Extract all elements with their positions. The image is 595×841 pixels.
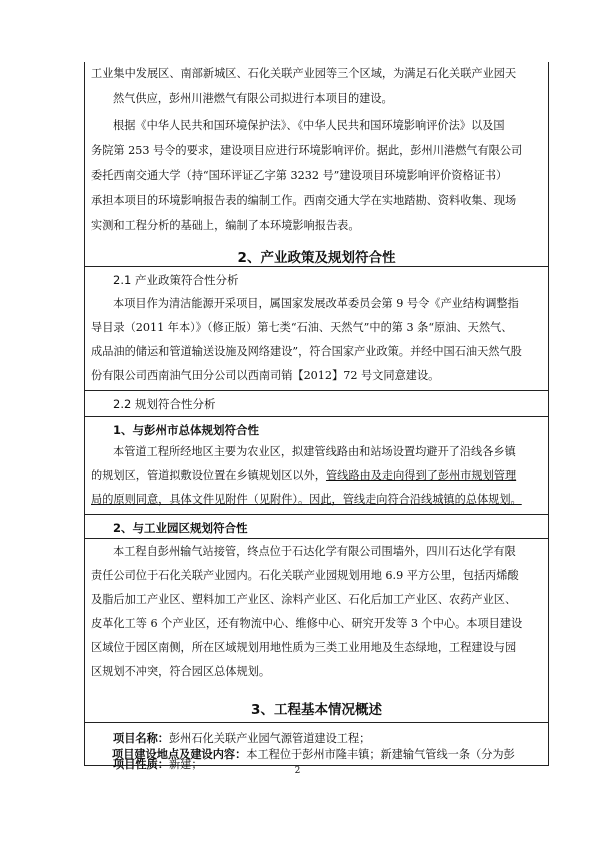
divider	[85, 538, 548, 539]
intro-line-2: 然气供应，彭州川港燃气有限公司拟进行本项目的建设。	[113, 92, 393, 105]
basis-line-1: 根据《中华人民共和国环境保护法》、《中华人民共和国环境影响评价法》以及国	[113, 119, 505, 132]
policy-line-3: 成品油的储运和管道输送设施及网络建设”，符合国家产业政策。并经中国石油天然气股	[91, 345, 522, 358]
intro-line-1: 工业集中发展区、南部新城区、石化关联产业园等三个区域，为满足石化关联产业园天	[91, 67, 517, 80]
project-location-label: 项目建设地点及建设内容：	[112, 747, 247, 761]
city-line-1: 本管道工程所经地区主要为农业区，拟建管线路由和站场设置均避开了沿线各乡镇	[113, 445, 516, 458]
project-nature-value: 新建；	[168, 758, 203, 771]
park-line-3: 及脂后加工产业区、塑料加工产业区、涂料产业区、石化后加工产业区、农药产业区、	[91, 593, 517, 606]
policy-line-1: 本项目作为清洁能源开采项目，属国家发展改革委员会第 9 号令《产业结构调整指	[113, 297, 519, 310]
project-nature-label: 项目性质：	[113, 757, 169, 771]
park-line-2: 责任公司位于石化关联产业园内。石化关联产业园规划用地 6.9 平方公里，包括丙烯酸	[91, 569, 519, 582]
basis-line-2: 务院第 253 号令的要求，建设项目应进行环境影响评价。据此，彭州川港燃气有限公司	[91, 144, 523, 157]
city-line-3-underlined-b: 因此，管线走向符合沿线城镇的总体规划。	[309, 493, 522, 506]
basis-line-4: 承担本项目的环境影响报告表的编制工作。西南交通大学在实地踏勘、资料收集、现场	[91, 194, 517, 207]
policy-line-2: 导目录（2011 年本）》（修正版）第七类“石油、天然气”中的第 3 条“原油、天然气、	[91, 321, 513, 334]
project-name-label: 项目名称：	[113, 731, 169, 745]
divider	[85, 722, 548, 723]
city-line-3	[91, 488, 542, 512]
divider	[85, 514, 548, 515]
section-3-heading: 3、工程基本情况概述	[251, 702, 382, 718]
city-line-2	[91, 464, 542, 488]
city-plan-heading: 1、与彭州市总体规划符合性	[113, 423, 260, 437]
subsection-2-2-heading: 2.2 规划符合性分析	[113, 397, 216, 411]
content-table-frame	[84, 62, 549, 771]
subsection-2-1-heading: 2.1 产业政策符合性分析	[113, 273, 239, 287]
park-line-1: 本工程自彭州输气站接管，终点位于石达化学有限公司围墙外，四川石达化学有限	[113, 545, 516, 558]
project-location-value: 本工程位于彭州市隆丰镇；新建输气管线一条（分为彭	[246, 748, 515, 761]
divider	[85, 416, 548, 417]
park-line-6: 区规划不冲突，符合园区总体规划。	[91, 665, 271, 678]
park-line-4: 皮革化工等 6 个产业区，还有物流中心、维修中心、研究开发等 3 个中心。本项目建设	[91, 617, 523, 630]
divider	[85, 390, 548, 391]
basis-line-5: 实测和工程分析的基础上，编制了本环境影响报告表。	[91, 219, 360, 232]
basis-line-3: 委托西南交通大学（持“国环评证乙字第 3232 号”建设项目环境影响评价资格证书）	[91, 169, 508, 182]
policy-line-4: 份有限公司西南油气田分公司以西南司销【2012】72 号文同意建设。	[91, 369, 440, 382]
city-line-2-plain: 的规划区，管道拟敷设位置在乡镇规划区以外，	[91, 469, 326, 482]
city-line-3-underlined-a: 局的原则同意，具体文件见附件（见附件）。	[91, 493, 310, 506]
project-name-value: 彭州石化关联产业园气源管道建设工程；	[168, 732, 371, 745]
park-plan-heading: 2、与工业园区规划符合性	[113, 521, 248, 535]
page-number: 2	[294, 766, 301, 776]
park-line-5: 区域位于园区南侧，所在区域规划用地性质为三类工业用地及生态绿地，工程建设与园	[91, 641, 517, 654]
section-2-heading: 2、产业政策及规划符合性	[237, 250, 396, 266]
divider	[85, 266, 548, 267]
project-location-line	[90, 742, 543, 767]
city-line-2-underlined: 管线路由及走向得到了彭州市规划管理	[325, 469, 517, 482]
